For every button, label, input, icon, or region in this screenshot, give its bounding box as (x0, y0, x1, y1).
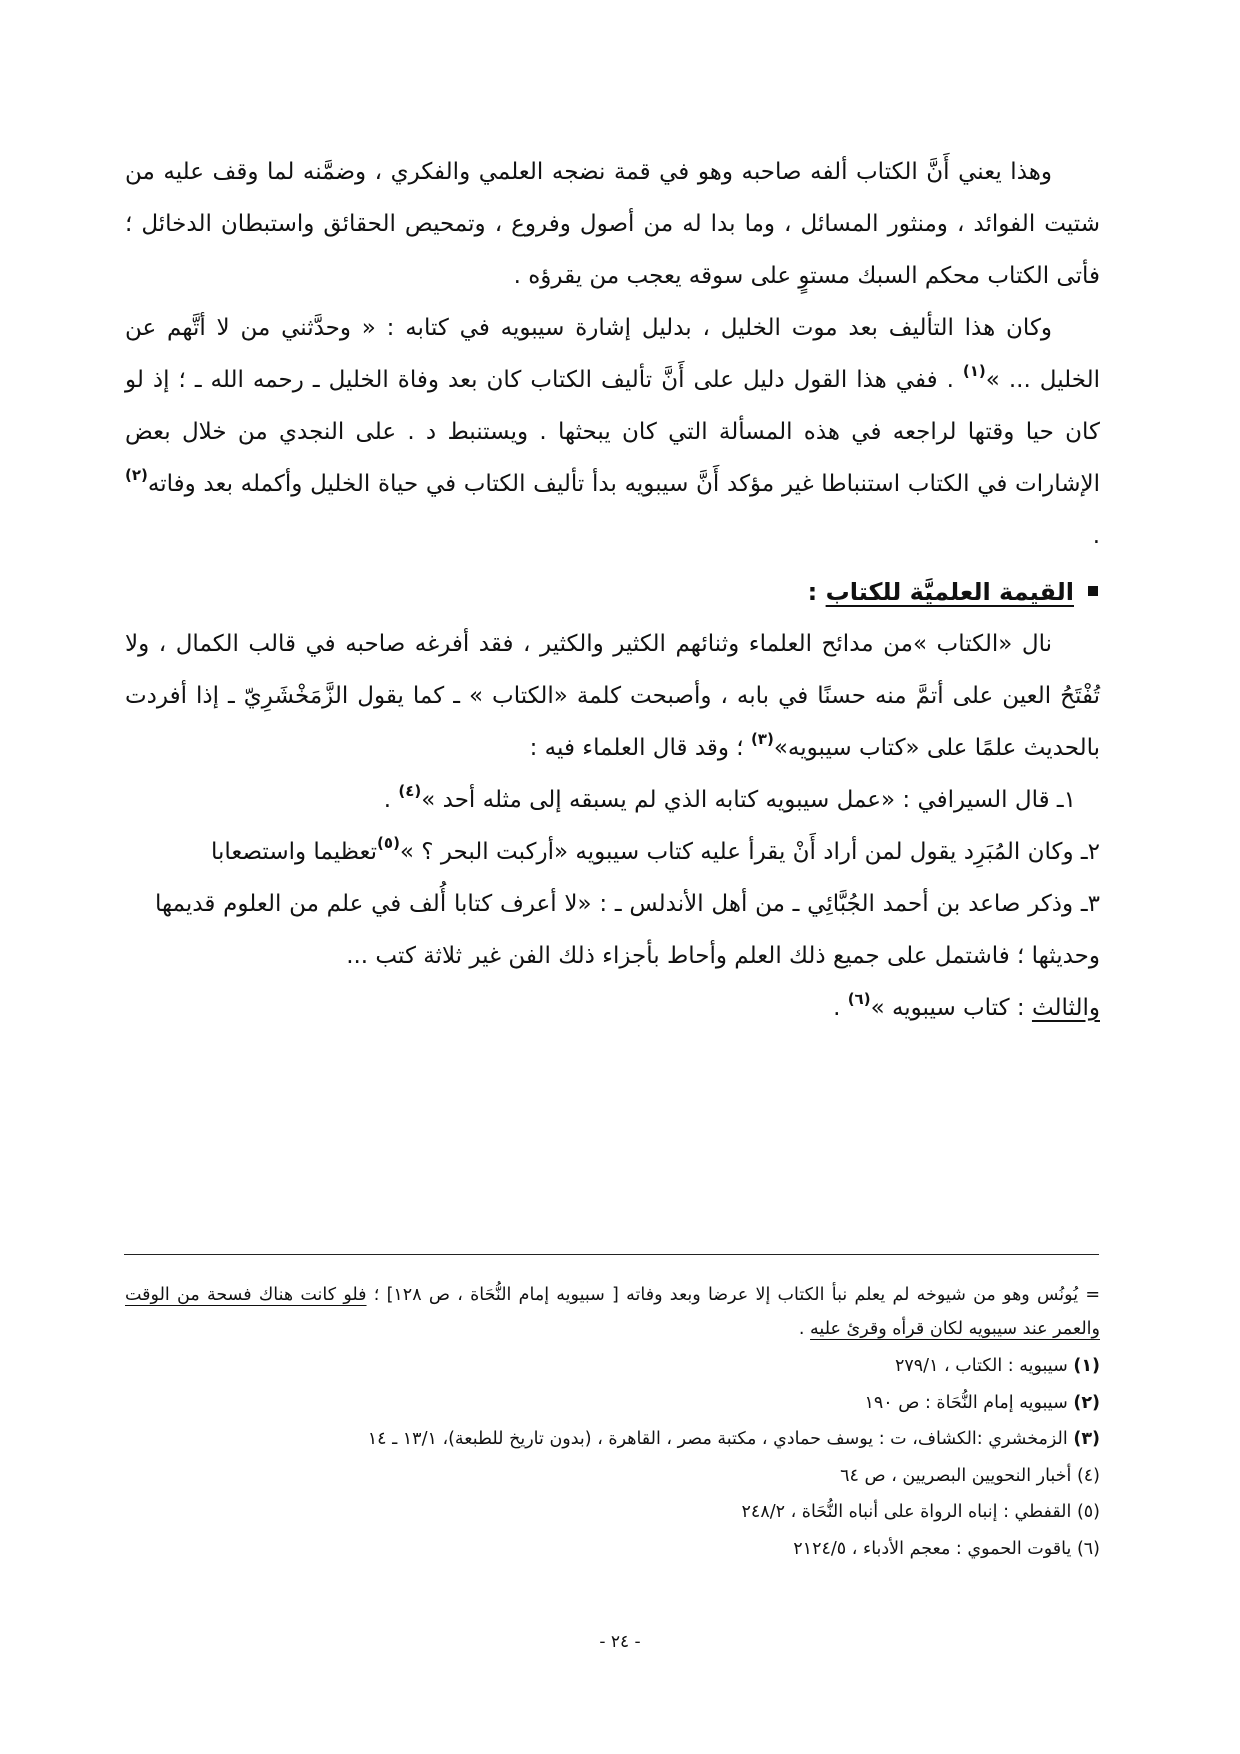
footnote-number: (٦) (1076, 1538, 1100, 1559)
footnote-number: (٣) (1073, 1429, 1100, 1449)
list-item-3-text: ٣ـ وذكر صاعد بن أحمد الجُبَّائِي ـ من أهل الأندلس ـ : «لا أعرف كتابا أُلف في علم من العلوم قديمها وحديثها ؛ فاشتمل على جميع ذلك العلم وأحاط بأجزاء ذلك الفن غير ثلاثة كتب ... (155, 891, 1100, 969)
list-item-3-text-b: : كتاب سيبويه » (870, 995, 1032, 1021)
footnote-2 (125, 1385, 1100, 1422)
section-heading (125, 566, 1100, 618)
paragraph-2-end: . (1092, 523, 1100, 549)
footnote-ref-5[interactable]: (٥) (377, 834, 400, 852)
footnote-4 (125, 1458, 1100, 1495)
footnote-list (125, 1348, 1100, 1567)
footnote-text: الزمخشري :الكشاف، ت : يوسف حمادي ، مكتبة مصر ، القاهرة ، (بدون تاريخ للطبعة)، ١٣/١ ـ ١٤ (367, 1429, 1074, 1449)
paragraph-3-text-b: ؛ وقد قال العلماء فيه : (529, 735, 751, 761)
footnote-ref-3[interactable]: (٣) (750, 730, 774, 748)
footnote-ref-1[interactable]: (١) (962, 362, 986, 380)
footnote-continuation-underlined: فلو كانت هناك فسحة من الوقت والعمر عند سيبويه لكان قرأه وقرئ عليه (125, 1285, 1100, 1339)
footnote-text: القفطي : إنباه الرواة على أنباه النُّحَاة ، ٢٤٨/٢ (741, 1502, 1077, 1522)
footnote-3 (125, 1421, 1100, 1458)
footnote-text: سيبويه إمام النُّحَاة : ص ١٩٠ (864, 1392, 1074, 1413)
footnote-text: ياقوت الحموي : معجم الأدباء ، ٢١٢٤/٥ (793, 1538, 1077, 1559)
footnote-separator (124, 1254, 1099, 1255)
footnote-number: (٢) (1073, 1392, 1100, 1413)
footnote-continuation-text: = يُونُس وهو من شيوخه لم يعلم نبأ الكتاب إلا عرضا وبعد وفاته [ سبيويه إمام النُّحَاة ، ص ١٢٨] ؛ (366, 1285, 1100, 1305)
footnote-ref-2[interactable]: (٢) (125, 466, 148, 484)
main-body (125, 146, 1100, 1034)
list-item-2-end: تعظيما واستصعابا (210, 839, 378, 865)
paragraph-2 (125, 302, 1100, 562)
list-item-3-end: . (833, 995, 848, 1021)
square-bullet-icon (1088, 586, 1098, 596)
footnotes-section (125, 1278, 1100, 1567)
footnote-number: (١) (1073, 1356, 1100, 1376)
footnote-text: سيبويه : الكتاب ، ٢٧٩/١ (894, 1356, 1074, 1376)
footnote-6 (125, 1531, 1100, 1568)
paragraph-2-text-b: . ففي هذا القول دليل على أَنَّ تأليف الكتاب كان بعد وفاة الخليل ـ رحمه الله ـ ؛ إذ لو كان حيا وقتها لراجعه في هذه المسألة التي كان يبحثها . ويستنبط د . على النجدي من خلال بعض الإشارات في الكتاب استنباطا غير مؤكد أَنَّ سيبويه بدأ تأليف الكتاب في حياة الخليل وأكمله بعد وفاته (125, 367, 1100, 497)
footnote-continuation (125, 1278, 1100, 1346)
footnote-continuation-end: . (798, 1319, 811, 1339)
section-heading-text: القيمة العلميَّة للكتاب (825, 578, 1074, 606)
list-item-2-text: ٢ـ وكان المُبَرِد يقول لمن أراد أَنْ يقرأ عليه كتاب سيبويه «أركبت البحر ؟ » (399, 839, 1100, 865)
footnote-5 (125, 1494, 1100, 1531)
footnote-1 (125, 1348, 1100, 1385)
paragraph-3 (125, 618, 1100, 774)
footnote-number: (٥) (1076, 1502, 1100, 1522)
list-item-1-end: . (383, 787, 399, 813)
footnote-text: أخبار النحويين البصريين ، ص ٦٤ (840, 1465, 1077, 1486)
page-number: - ٢٤ - (599, 1632, 641, 1652)
paragraph-3-text-a: نال «الكتاب »من مدائح العلماء وثنائهم الكثير والكثير ، فقد أفرغه صاحبه في قالب الكمال ، ولا تُفْتَحُ العين على أتمَّ منه حسنًا في بابه ، وأصبحت كلمة «الكتاب » ـ كما يقول الزَّمَخْشَرِيّ ـ إذا أفردت بالحديث علمًا على «كتاب سيبويه» (125, 631, 1100, 761)
list-item-3-underlined: والثالث (1031, 995, 1100, 1021)
footnote-ref-4[interactable]: (٤) (398, 782, 422, 800)
list-item-3 (125, 878, 1100, 1034)
list-item-1-text: ١ـ قال السيرافي : «عمل سيبويه كتابه الذي لم يسبقه إلى مثله أحد » (421, 787, 1076, 813)
paragraph-2-text-a: وكان هذا التأليف بعد موت الخليل ، بدليل إشارة سيبويه في كتابه : « وحدَّثني من لا أتَّهم عن الخليل ... » (125, 315, 1100, 393)
paragraph-1-text: وهذا يعني أَنَّ الكتاب ألفه صاحبه وهو في قمة نضجه العلمي والفكري ، وضمَّنه لما وقف عليه من شتيت الفوائد ، ومنثور المسائل ، وما بدا له من أصول وفروع ، وتمحيص الحقائق واستبطان الدخائل ؛ فأتى الكتاب محكم السبك مستوٍ على سوقه يعجب من يقرؤه . (125, 159, 1100, 289)
list-item-1 (125, 774, 1100, 826)
paragraph-1 (125, 146, 1100, 302)
list-item-2 (125, 826, 1100, 878)
section-heading-colon: : (807, 578, 826, 606)
footnote-ref-6[interactable]: (٦) (847, 990, 871, 1008)
footnote-number: (٤) (1076, 1465, 1100, 1486)
